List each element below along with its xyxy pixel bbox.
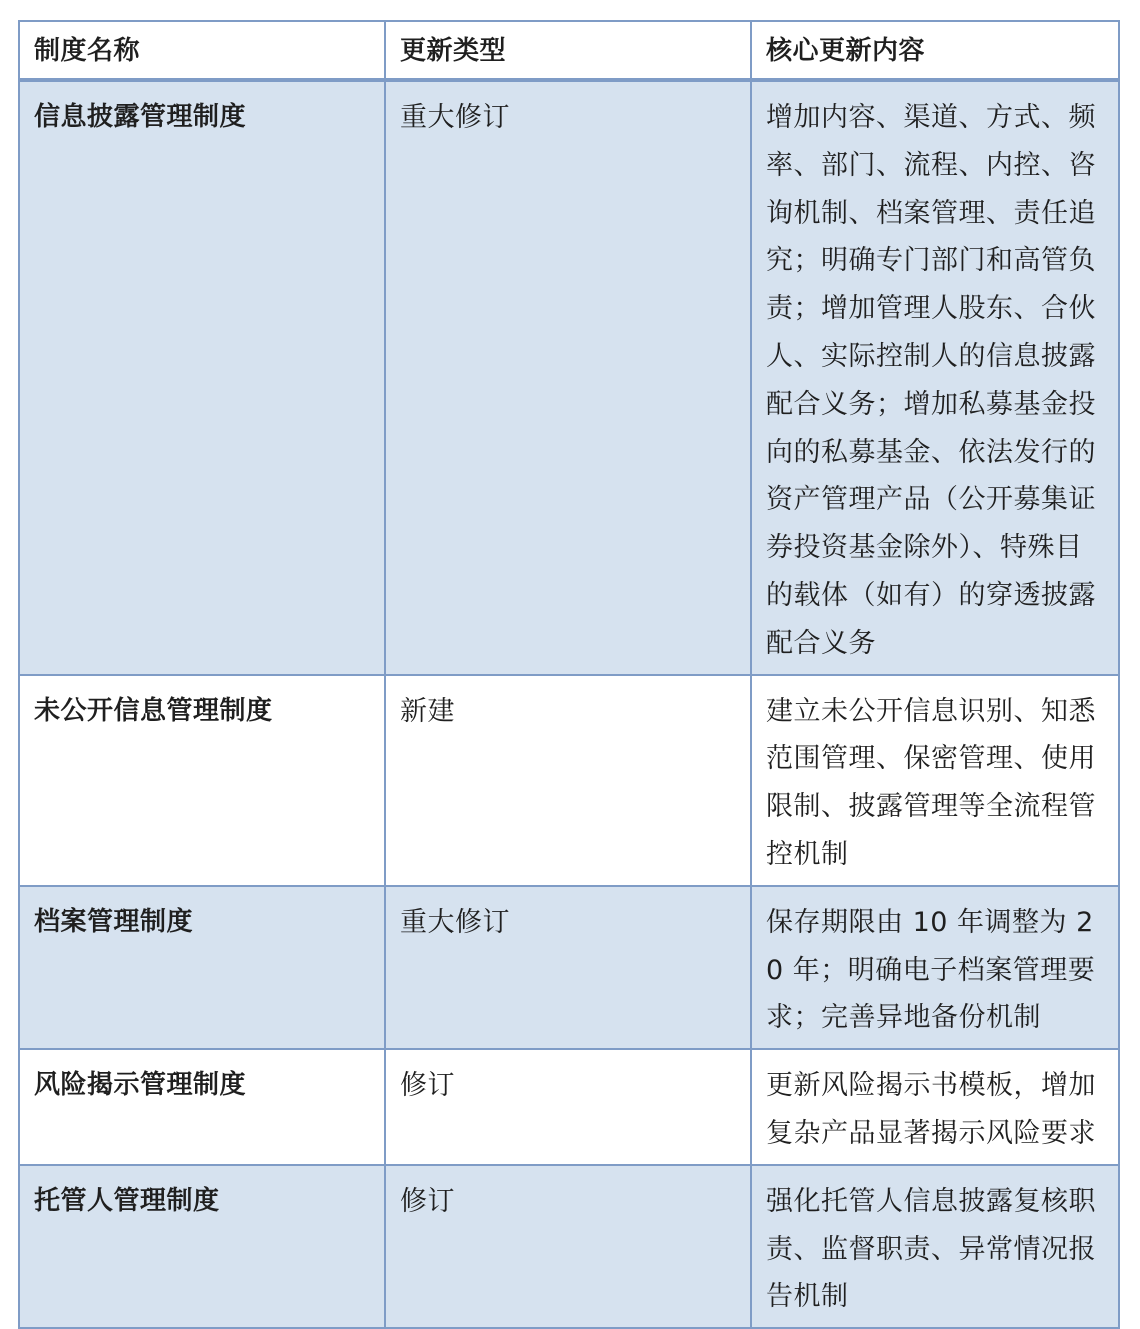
table-row	[19, 1049, 1119, 1165]
header-update-type: 更新类型	[385, 21, 751, 80]
header-row	[19, 21, 1119, 80]
policy-name-cell: 托管人管理制度	[19, 1165, 385, 1328]
policy-name-cell: 档案管理制度	[19, 886, 385, 1049]
table-body	[19, 80, 1119, 1328]
update-type-cell: 重大修订	[385, 80, 751, 675]
table-header	[19, 21, 1119, 80]
table-row	[19, 80, 1119, 675]
update-type-cell: 修订	[385, 1049, 751, 1165]
policy-name-cell: 风险揭示管理制度	[19, 1049, 385, 1165]
table-row	[19, 1165, 1119, 1328]
core-content-cell: 更新风险揭示书模板，增加复杂产品显著揭示风险要求	[751, 1049, 1119, 1165]
update-type-cell: 重大修订	[385, 886, 751, 1049]
policy-update-table	[18, 20, 1120, 1329]
header-policy-name: 制度名称	[19, 21, 385, 80]
policy-name-cell: 未公开信息管理制度	[19, 675, 385, 886]
update-type-cell: 修订	[385, 1165, 751, 1328]
header-core-content: 核心更新内容	[751, 21, 1119, 80]
policy-name-cell: 信息披露管理制度	[19, 80, 385, 675]
table-row	[19, 886, 1119, 1049]
core-content-cell: 增加内容、渠道、方式、频率、部门、流程、内控、咨询机制、档案管理、责任追究；明确专门部门和高管负责；增加管理人股东、合伙人、实际控制人的信息披露配合义务；增加私募基金投向的私募基金、依法发行的资产管理产品（公开募集证券投资基金除外）、特殊目的载体（如有）的穿透披露配合义务	[751, 80, 1119, 675]
core-content-cell: 强化托管人信息披露复核职责、监督职责、异常情况报告机制	[751, 1165, 1119, 1328]
core-content-cell: 建立未公开信息识别、知悉范围管理、保密管理、使用限制、披露管理等全流程管控机制	[751, 675, 1119, 886]
update-type-cell: 新建	[385, 675, 751, 886]
core-content-cell: 保存期限由 10 年调整为 20 年；明确电子档案管理要求；完善异地备份机制	[751, 886, 1119, 1049]
table-row	[19, 675, 1119, 886]
